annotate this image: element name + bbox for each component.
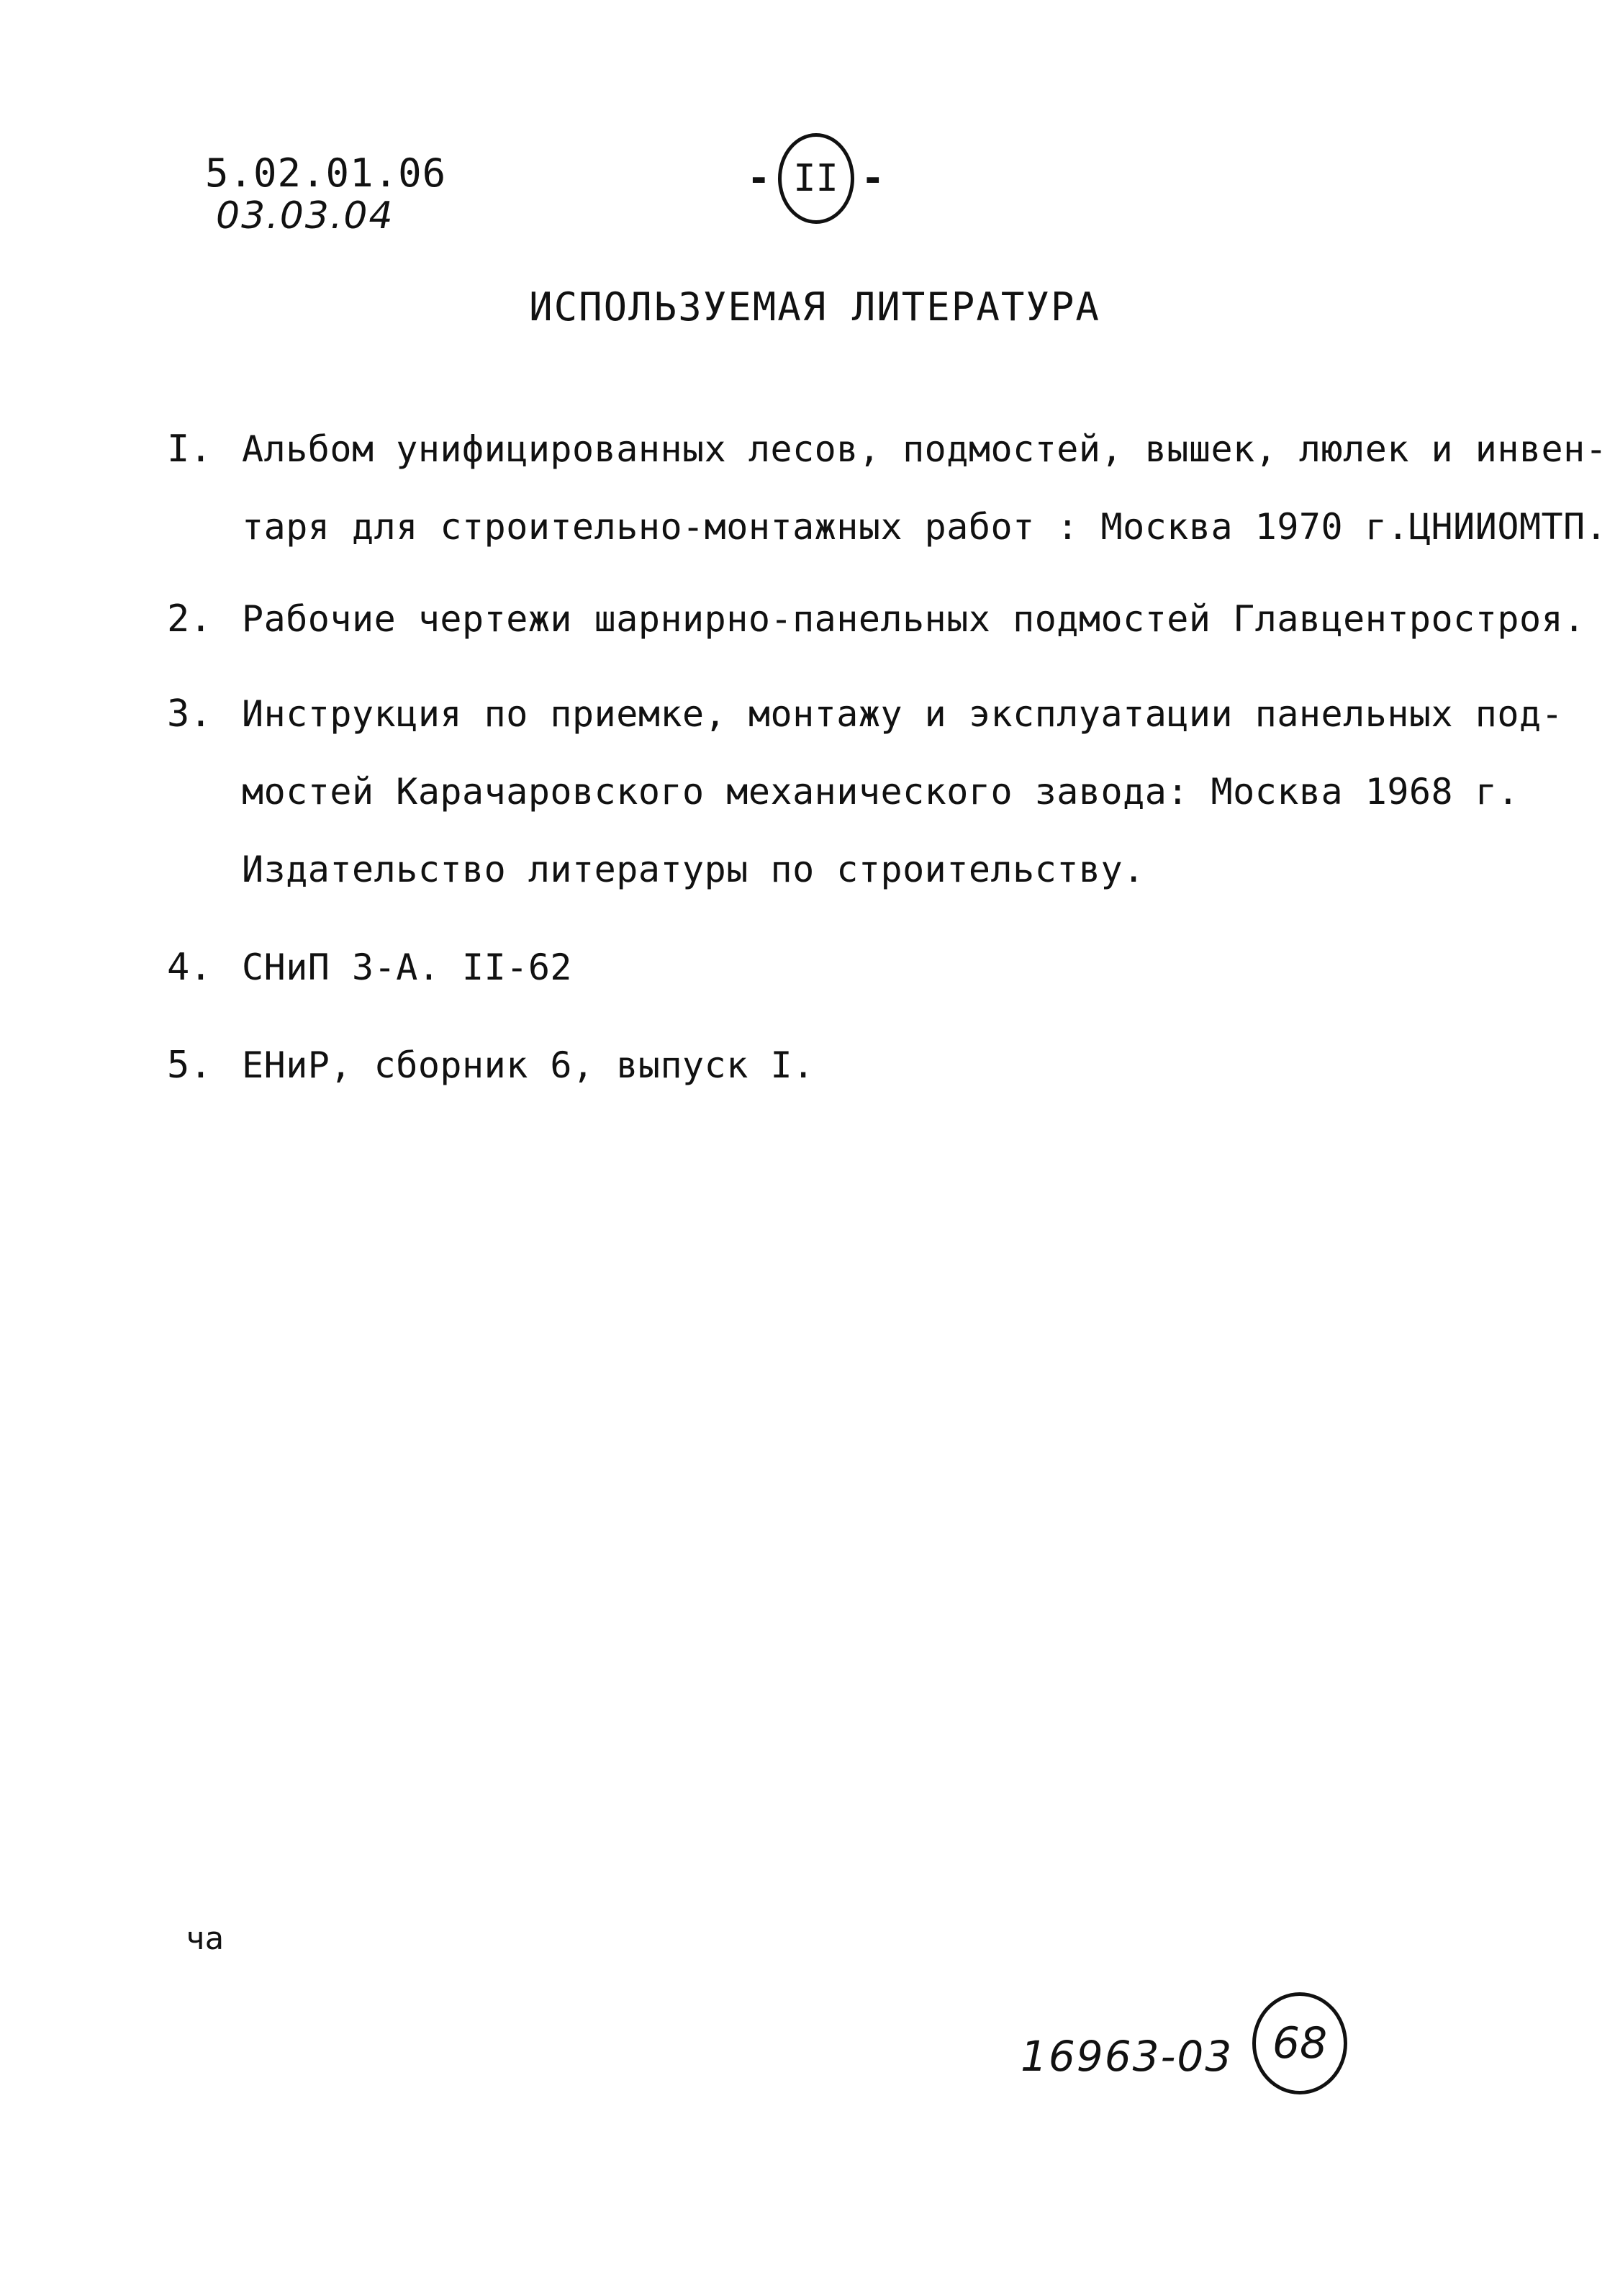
reference-number: 4. <box>167 946 212 989</box>
reference-text <box>242 675 1563 908</box>
reference-text <box>242 928 1484 1006</box>
reference-list <box>167 410 1608 1104</box>
reference-line: СНиП 3-А. II-62 <box>242 946 573 988</box>
reference-item-3 <box>167 675 1564 908</box>
list-spacer <box>167 1006 1484 1026</box>
reference-item-5 <box>167 1026 1484 1104</box>
reference-text <box>242 580 1585 658</box>
list-spacer <box>167 658 1484 675</box>
page-number-circle: II <box>778 133 854 224</box>
footer-note: ча <box>186 1920 224 1957</box>
page-number-mark <box>747 135 885 222</box>
reference-line: таря для строительно-монтажных работ : Москва 1970 г.ЦНИИОМТП. <box>242 506 1608 548</box>
reference-number: 2. <box>167 597 212 641</box>
reference-line: Инструкция по приемке, монтажу и эксплуатации панельных под- <box>242 693 1564 735</box>
reference-number: 3. <box>167 692 212 736</box>
list-spacer <box>167 908 1484 928</box>
reference-number: 5. <box>167 1044 212 1087</box>
page-number-dash-right: - <box>861 155 885 201</box>
reference-line: Издательство литературы по строительству. <box>242 849 1145 890</box>
reference-item-2 <box>167 580 1585 658</box>
footer-code: 16963-03 <box>1021 2032 1234 2081</box>
reference-item-1 <box>167 410 1608 566</box>
reference-text <box>242 410 1607 566</box>
reference-text <box>242 1026 1484 1104</box>
reference-line: Альбом унифицированных лесов, подмостей, вышек, люлек и инвен- <box>242 428 1608 470</box>
page-title: ИСПОЛЬЗУЕМАЯ ЛИТЕРАТУРА <box>529 284 1100 330</box>
reference-line: ЕНиР, сборник 6, выпуск I. <box>242 1044 815 1086</box>
handwritten-code: 03.03.04 <box>216 194 394 238</box>
list-spacer <box>167 566 1484 580</box>
reference-item-4 <box>167 928 1484 1006</box>
page-number-dash-left: - <box>747 155 771 201</box>
reference-number: I. <box>167 428 212 471</box>
document-code: 5.02.01.06 <box>205 150 447 196</box>
reference-line: мостей Карачаровского механического завода: Москва 1968 г. <box>242 771 1519 813</box>
reference-line: Рабочие чертежи шарнирно-панельных подмостей Главцентростроя. <box>242 598 1585 640</box>
sheet-number-circle: 68 <box>1252 1992 1347 2094</box>
